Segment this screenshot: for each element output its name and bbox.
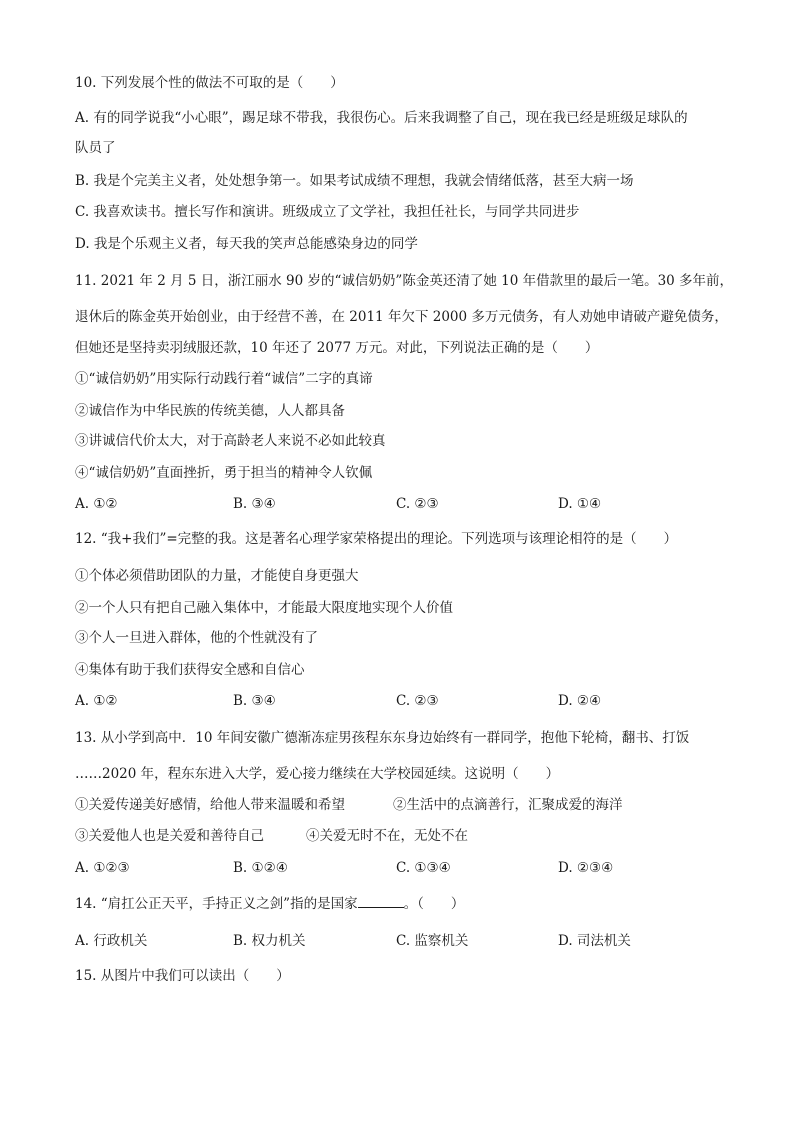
q13-option-c: C. ①③④ — [396, 860, 451, 876]
q13-stem-line2: ……2020 年，程东东进入大学，爱心接力继续在大学校园延续。这说明（ ） — [75, 766, 560, 782]
q14-option-d: D. 司法机关 — [558, 933, 631, 949]
q11-stem-line1: 11. 2021 年 2 月 5 日，浙江丽水 90 岁的“诚信奶奶”陈金英还清了她 10 年借款里的最后一笔。30 多年前， — [75, 273, 734, 289]
q11-statement-4: ④“诚信奶奶”直面挫折，勇于担当的精神令人钦佩 — [75, 465, 373, 481]
q10-option-a-line2: 队员了 — [75, 140, 116, 156]
q10-stem: 10. 下列发展个性的做法不可取的是（ ） — [75, 75, 344, 91]
q12-option-c: C. ②③ — [396, 693, 439, 709]
q11-stem-line2: 退休后的陈金英开始创业，由于经营不善，在 2011 年欠下 2000 多万元债务，有人劝她申请破产避免债务， — [75, 309, 728, 325]
q12-statement-1: ①个体必须借助团队的力量，才能使自身更强大 — [75, 568, 359, 584]
q11-statement-1: ①“诚信奶奶”用实际行动践行着“诚信”二字的真谛 — [75, 371, 373, 387]
q14-stem-text: 14. “肩扛公正天平，手持正义之剑”指的是国家 — [75, 896, 358, 912]
q12-option-a: A. ①② — [75, 693, 118, 709]
q13-statement-2: ②生活中的点滴善行，汇聚成爱的海洋 — [393, 797, 623, 813]
q12-stem: 12. “我+我们”=完整的我。这是著名心理学家荣格提出的理论。下列选项与该理论相符的是（ ） — [75, 531, 678, 547]
q13-statement-4: ④关爱无时不在，无处不在 — [306, 828, 468, 844]
q10-option-c: C. 我喜欢读书。擅长写作和演讲。班级成立了文学社，我担任社长，与同学共同进步 — [75, 204, 580, 220]
q11-option-d: D. ①④ — [558, 496, 602, 512]
q14-answer-blank — [358, 895, 404, 908]
q11-stem-line3: 但她还是坚持卖羽绒服还款，10 年还了 2077 万元。对此，下列说法正确的是（ ） — [75, 340, 599, 356]
q11-statement-3: ③讲诚信代价太大，对于高龄老人来说不必如此较真 — [75, 433, 386, 449]
q14-option-b: B. 权力机关 — [233, 933, 306, 949]
q10-option-a-line1: A. 有的同学说我“小心眼”，踢足球不带我，我很伤心。后来我调整了自己，现在我已经是班级足球队的 — [75, 110, 688, 126]
q11-statement-2: ②诚信作为中华民族的传统美德，人人都具备 — [75, 403, 345, 419]
q13-option-b: B. ①②④ — [233, 860, 288, 876]
q14-stem-paren: 。（ ） — [403, 896, 465, 912]
q12-option-d: D. ②④ — [558, 693, 602, 709]
q11-option-b: B. ③④ — [233, 496, 276, 512]
q13-statement-3: ③关爱他人也是关爱和善待自己 — [75, 828, 264, 844]
q11-option-a: A. ①② — [75, 496, 118, 512]
q12-statement-2: ②一个人只有把自己融入集体中，才能最大限度地实现个人价值 — [75, 600, 453, 616]
q14-option-a: A. 行政机关 — [75, 933, 148, 949]
q10-option-d: D. 我是个乐观主义者，每天我的笑声总能感染身边的同学 — [75, 236, 418, 252]
q13-stem-line1: 13. 从小学到高中．10 年间安徽广德渐冻症男孩程东东身边始终有一群同学，抱他下轮椅，翻书、打饭 — [75, 730, 690, 746]
q13-option-d: D. ②③④ — [558, 860, 614, 876]
q13-statement-1: ①关爱传递美好感情，给他人带来温暖和希望 — [75, 797, 345, 813]
q14-stem — [75, 895, 464, 913]
q11-option-c: C. ②③ — [396, 496, 439, 512]
q12-statement-3: ③个人一旦进入群体，他的个性就没有了 — [75, 630, 318, 646]
q13-option-a: A. ①②③ — [75, 860, 130, 876]
q15-stem: 15. 从图片中我们可以读出（ ） — [75, 968, 290, 984]
q14-option-c: C. 监察机关 — [396, 933, 469, 949]
q12-option-b: B. ③④ — [233, 693, 276, 709]
q10-option-b: B. 我是个完美主义者，处处想争第一。如果考试成绩不理想，我就会情绪低落，甚至大病一场 — [75, 173, 634, 189]
q12-statement-4: ④集体有助于我们获得安全感和自信心 — [75, 662, 305, 678]
